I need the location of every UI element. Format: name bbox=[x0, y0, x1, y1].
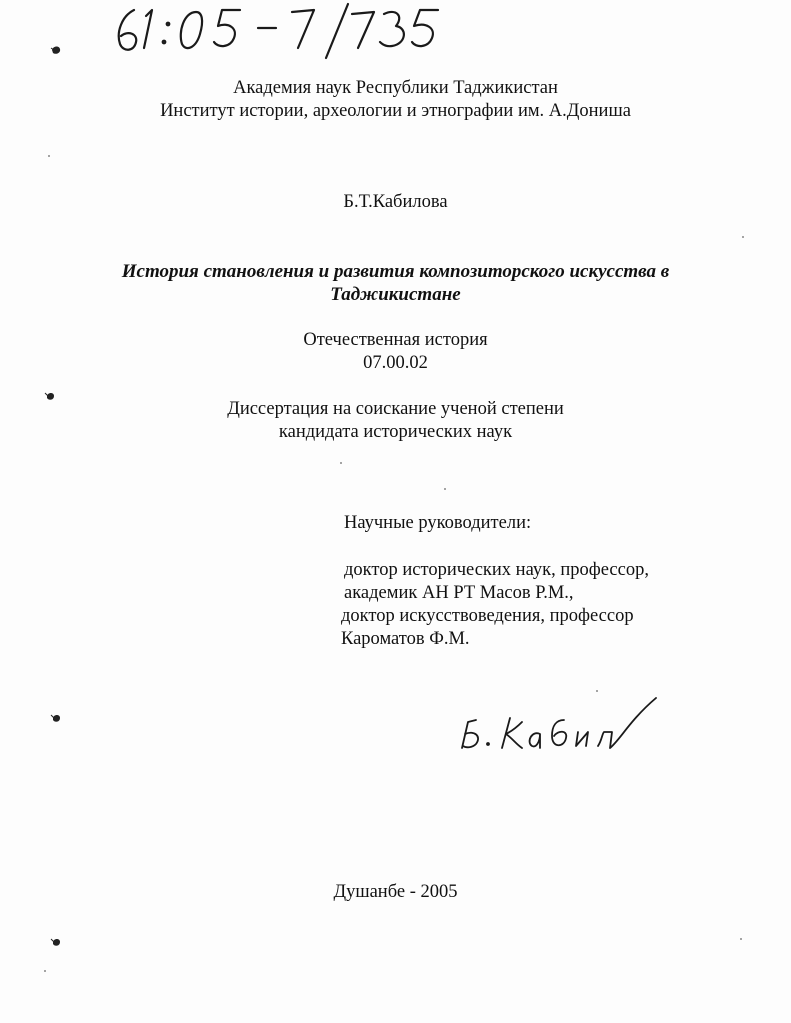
degree-line1: Диссертация на соискание ученой степени bbox=[227, 399, 564, 419]
supervisor-line: академик АН РТ Масов Р.М., bbox=[344, 583, 574, 603]
scan-speck bbox=[740, 938, 742, 940]
supervisor-line: Кароматов Ф.М. bbox=[341, 629, 470, 649]
binding-hole-icon bbox=[50, 712, 62, 724]
scan-speck bbox=[444, 488, 446, 490]
binding-hole-icon bbox=[50, 936, 62, 948]
author-signature bbox=[460, 690, 660, 760]
degree-line2: кандидата исторических наук bbox=[278, 422, 513, 442]
handwritten-archive-number bbox=[112, 2, 452, 60]
dissertation-title-line1: История становления и развития композиторского искусства в bbox=[121, 261, 670, 282]
supervisors-heading: Научные руководители: bbox=[344, 513, 532, 533]
scan-speck bbox=[742, 236, 744, 238]
scan-speck bbox=[44, 970, 46, 972]
dissertation-title-line2: Таджикистане bbox=[330, 284, 461, 305]
author-name: Б.Т.Кабилова bbox=[343, 192, 448, 212]
institution-academy: Академия наук Республики Таджикистан bbox=[233, 78, 558, 98]
supervisor-line: доктор искусствоведения, профессор bbox=[341, 606, 634, 626]
supervisor-line: доктор исторических наук, профессор, bbox=[344, 560, 649, 580]
place-year: Душанбе - 2005 bbox=[333, 882, 458, 902]
specialty-name: Отечественная история bbox=[303, 330, 488, 350]
scan-speck bbox=[48, 155, 50, 157]
specialty-code: 07.00.02 bbox=[363, 353, 428, 373]
institution-institute: Институт истории, археологии и этнографии им. А.Дониша bbox=[160, 101, 631, 121]
binding-hole-icon bbox=[50, 44, 62, 56]
scan-speck bbox=[340, 462, 342, 464]
